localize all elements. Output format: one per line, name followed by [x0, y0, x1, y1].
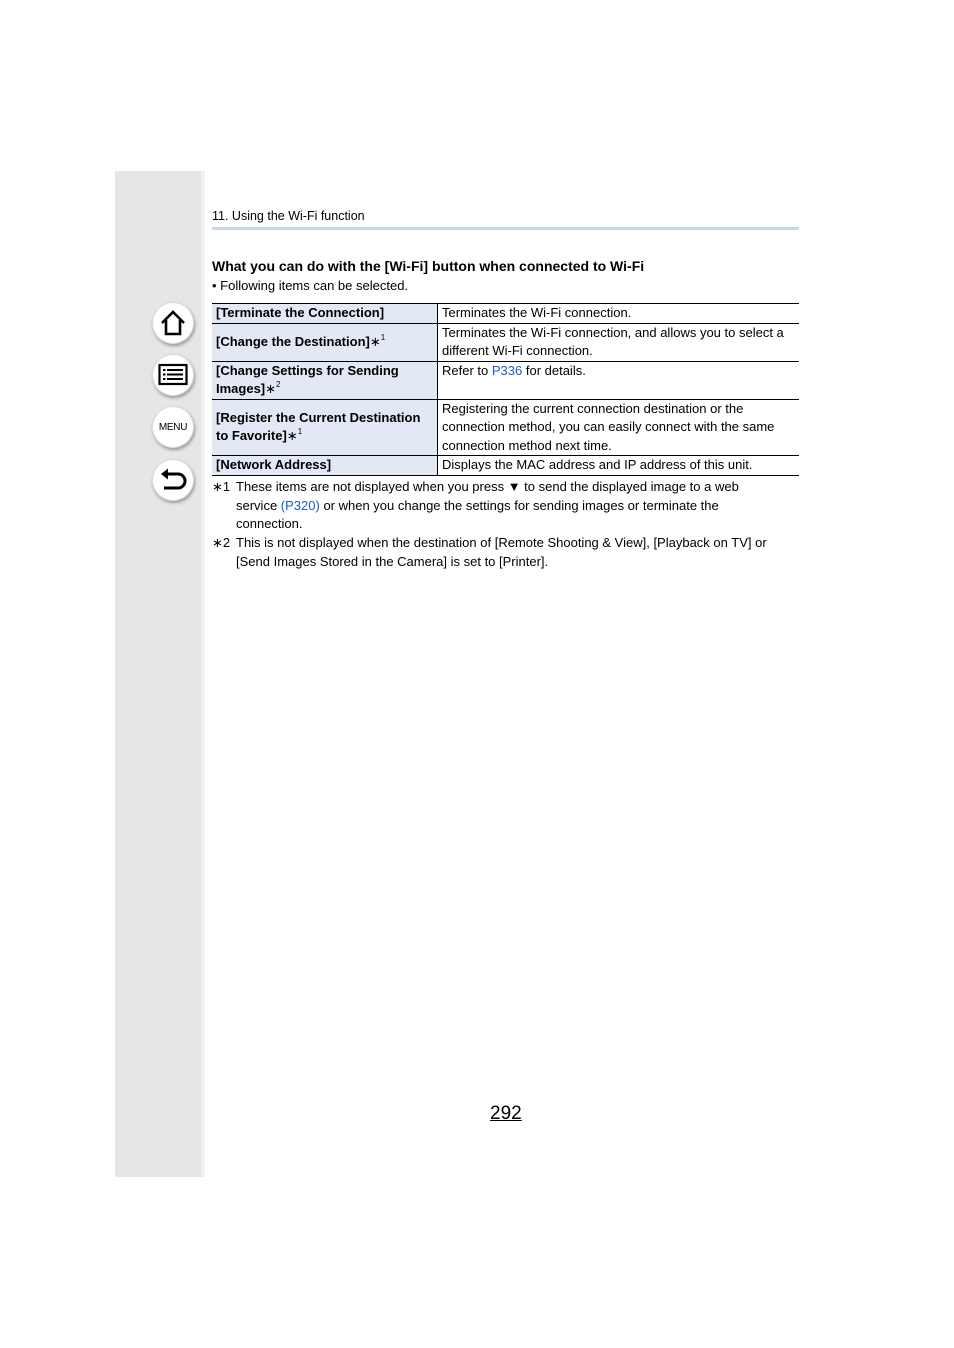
item-name: [Register the Current Destination to Favorite]∗$^1$: [212, 399, 438, 456]
footnote-number: 1: [380, 332, 386, 342]
item-description: Refer to P336 for details.: [438, 361, 800, 399]
section-heading: What you can do with the [Wi-Fi] button when connected to Wi-Fi: [212, 258, 645, 274]
home-icon: [159, 309, 187, 337]
footnote-1: ∗1 These items are not displayed when you press ▼ to send the displayed image to a web service (P320) or when you change the settings for sending images or terminate the connection.: [212, 479, 739, 531]
item-description: Registering the current connection destination or the connection method, you can easily connect with the same connection method next time.: [438, 399, 800, 456]
footnote-mark: ∗: [286, 428, 298, 444]
item-name: [Change Settings for Sending Images]∗$^2$: [212, 361, 438, 399]
footnote-number: 2: [276, 380, 281, 389]
items-table: [212, 303, 799, 476]
page-number: 292: [490, 1103, 522, 1124]
home-button[interactable]: [152, 302, 194, 344]
table-row: [212, 361, 799, 399]
header-rule: [212, 227, 799, 230]
back-button[interactable]: [152, 459, 194, 501]
page-link-p320[interactable]: (P320): [280, 497, 320, 513]
item-name: [Terminate the Connection]: [212, 304, 438, 324]
back-arrow-icon: [158, 466, 188, 494]
page-link-p336[interactable]: P336: [491, 362, 523, 378]
menu-button[interactable]: [152, 406, 194, 448]
table-row: [212, 323, 799, 361]
item-name: [Network Address]: [212, 456, 438, 476]
footnote-number: 1: [297, 427, 303, 437]
contents-button[interactable]: [152, 354, 194, 396]
item-name: [Change the Destination]∗$^1$: [212, 323, 438, 361]
footnote-marker: ∗1: [212, 479, 231, 494]
intro-bullet: • Following items can be selected.: [212, 278, 409, 293]
footnote-marker: ∗2: [212, 535, 231, 550]
list-icon: [158, 363, 188, 387]
footnote-mark: ∗: [265, 381, 277, 396]
chapter-title: 11. Using the Wi-Fi function: [212, 209, 365, 223]
item-description: Displays the MAC address and IP address of this unit.: [438, 456, 800, 476]
table-row: [212, 456, 799, 476]
item-description: Terminates the Wi-Fi connection, and allows you to select a different Wi-Fi connection.: [438, 323, 800, 361]
item-description: Terminates the Wi-Fi connection.: [438, 304, 800, 324]
footnote-mark: ∗: [369, 333, 381, 349]
table-row: [212, 399, 799, 456]
footnote-2: ∗2 This is not displayed when the destination of [Remote Shooting & View], [Playback on TV] or [Send Images Stored in the Camera] is set to [Printer].: [212, 535, 767, 569]
menu-label: MENU: [158, 421, 188, 433]
sidebar-edge: [201, 171, 205, 1177]
table-row: [212, 304, 799, 324]
